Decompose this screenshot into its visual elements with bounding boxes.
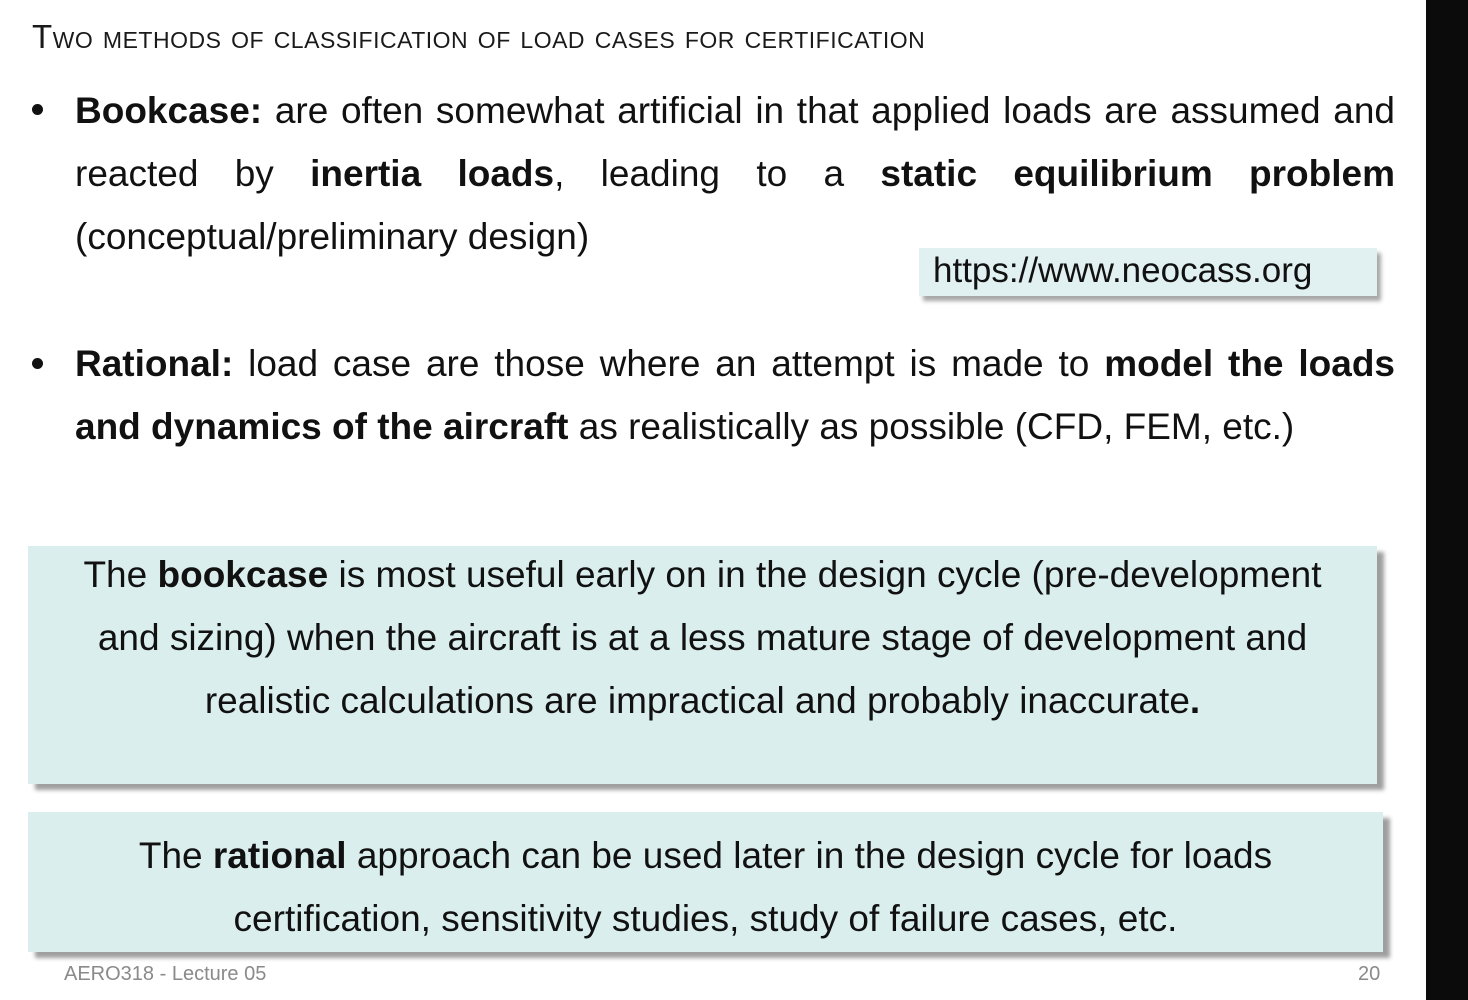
url-link[interactable]: https://www.neocass.org [919, 248, 1377, 296]
rational-text: as realistically as possible (CFD, FEM, etc.) [568, 406, 1295, 447]
bookcase-text: (conceptual/preliminary design) [75, 216, 590, 257]
callout-text: The [138, 835, 213, 876]
callout-text: The [83, 554, 158, 595]
bookcase-emphasis: bookcase [157, 554, 329, 595]
slide-title: Two methods of classification of load cases for certification [32, 18, 926, 55]
bookcase-text: , leading to a [554, 153, 881, 194]
bookcase-bullet [75, 79, 1395, 268]
inertia-loads-emphasis: inertia loads [310, 153, 555, 194]
bookcase-term: Bookcase: [75, 90, 263, 131]
rational-emphasis: rational [212, 835, 347, 876]
callout-period: . [1189, 680, 1201, 721]
callout-text: approach can be used later in the design cycle for loads certification, sensitivity studies, study of failure cases, etc. [233, 835, 1273, 939]
bullet-dot [32, 104, 43, 115]
rational-bullet [75, 332, 1395, 458]
bullet-dot [32, 358, 43, 369]
model-loads-emphasis: model the loads and dynamics of the aircraft [75, 343, 1396, 447]
footer-course: AERO318 - Lecture 05 [64, 963, 267, 985]
callout-text: is most useful early on in the design cycle (pre-development and sizing) when the aircraft is at a less mature stage of development and realistic calculations are impractical and probably inaccurate [97, 554, 1322, 721]
bookcase-callout [28, 546, 1377, 784]
rational-callout [28, 812, 1383, 952]
page-number: 20 [1358, 963, 1381, 985]
rational-text: load case are those where an attempt is made to [233, 343, 1105, 384]
static-equilibrium-emphasis: static equilibrium problem [880, 153, 1395, 194]
bookcase-text: are often somewhat artificial in that applied loads are assumed and reacted by [75, 90, 1395, 194]
window-edge [1426, 0, 1468, 1000]
rational-term: Rational: [75, 343, 234, 384]
